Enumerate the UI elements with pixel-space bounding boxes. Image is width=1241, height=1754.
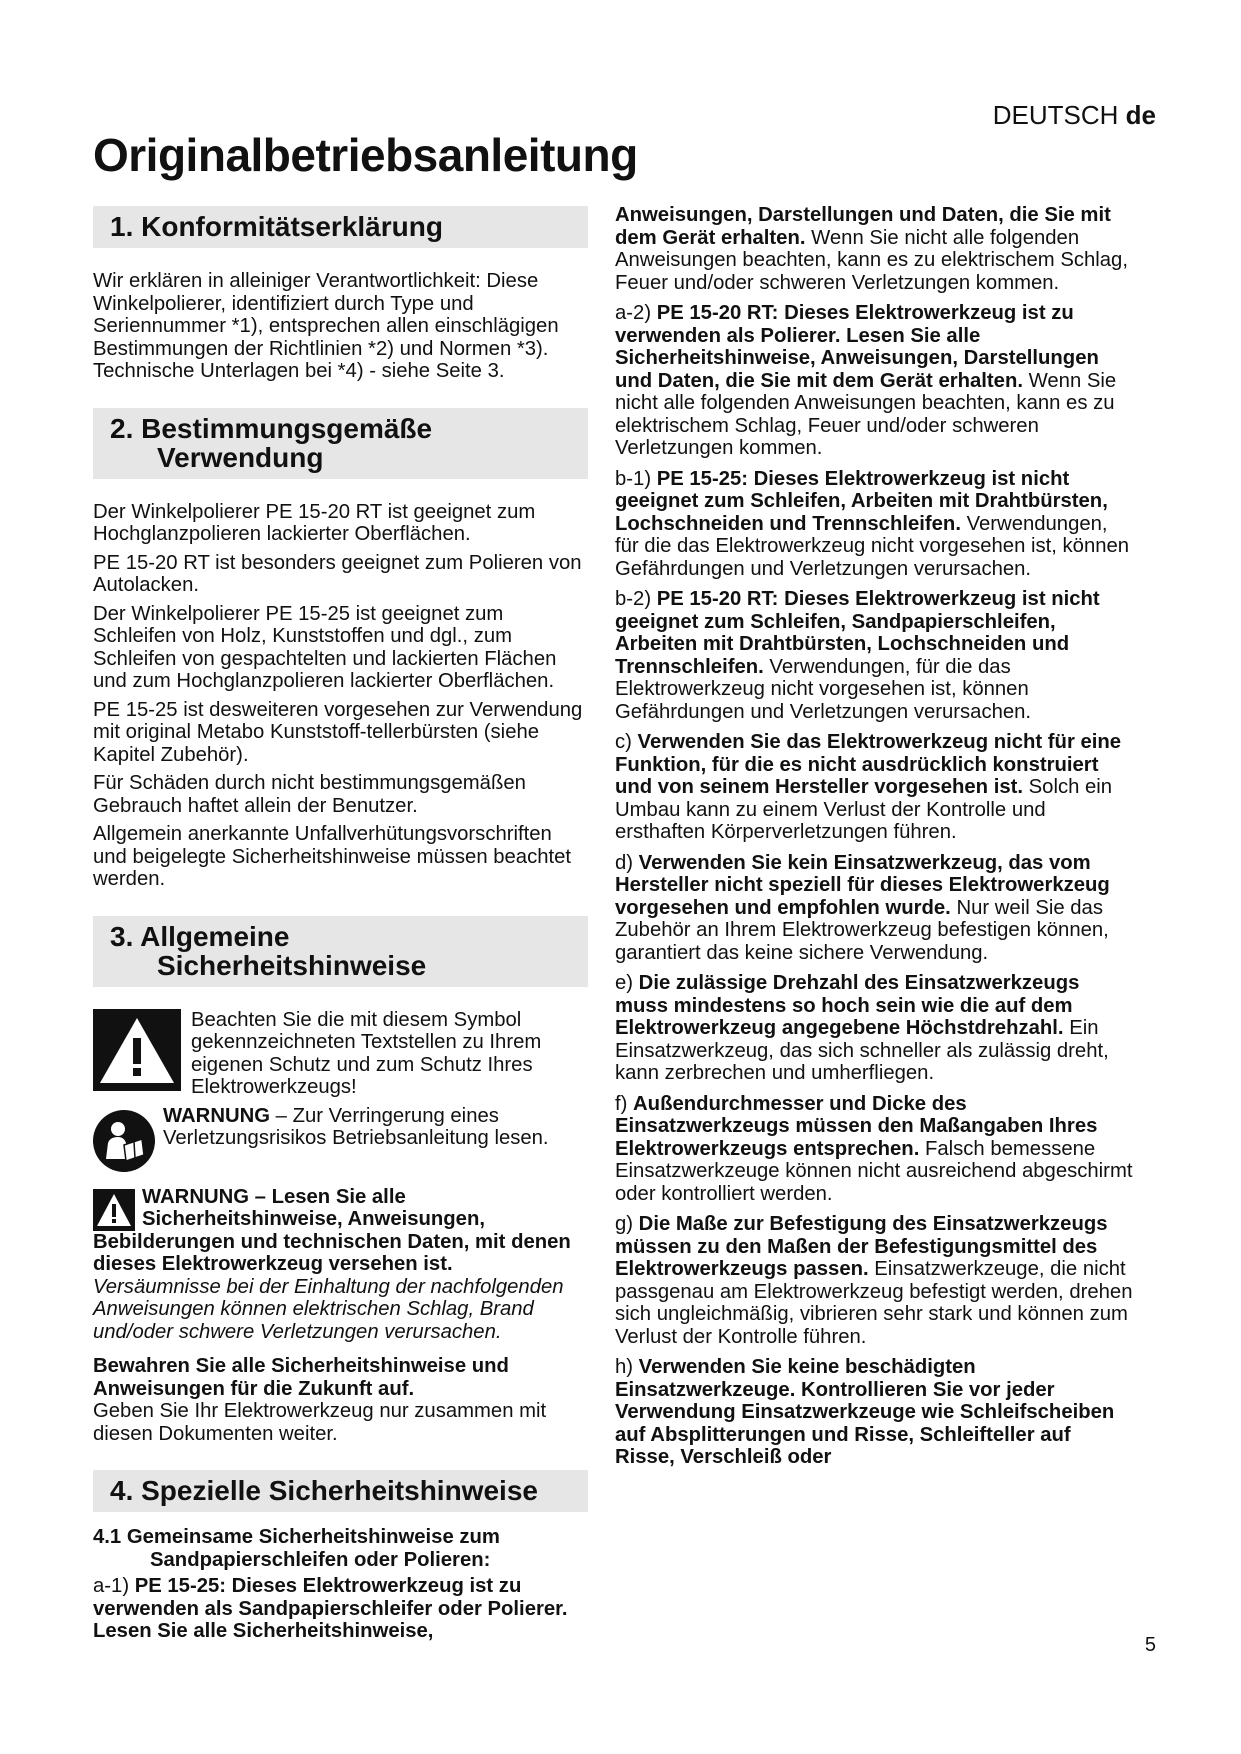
item-a1-label: a-1) <box>93 1575 135 1597</box>
section-2-heading-line1: 2. Bestimmungsgemäße <box>110 412 433 444</box>
right-column <box>615 204 1135 1477</box>
item-d-text: Nur weil Sie das Zubehör an Ihrem Elektrowerkzeug befestigen können, garantiert das keine sichere Verwendung. <box>615 896 1109 964</box>
subsection-4-1-line1: 4.1 Gemeinsame Sicherheitshinweise zum <box>93 1526 500 1548</box>
subsection-4-1-heading <box>93 1526 588 1571</box>
item-c-label: c) <box>615 731 638 753</box>
item-c-text: Solch ein Umbau kann zu einem Verlust der Kontrolle und ersthaften Körperverletzungen führen. <box>615 776 1113 843</box>
warning-triangle-icon <box>93 1009 181 1091</box>
read-manual-text: – Zur Verringerung eines Verletzungsrisikos Betriebsanleitung lesen. <box>163 1104 549 1149</box>
item-a2-text: Wenn Sie nicht alle folgenden Anweisungen beachten, kann es zu elektrischem Schlag, Feuer und/oder schweren Verletzungen kommen. <box>615 369 1117 459</box>
item-a2 <box>615 302 1135 460</box>
section-2-heading <box>93 408 588 479</box>
item-d-label: d) <box>615 851 639 874</box>
item-a2-bold: PE 15-20 RT: Dieses Elektrowerkzeug ist zu verwenden als Polierer. Lesen Sie alle Sicherheitshinweise, Anweisungen, Darstellungen und Daten, die Sie mit dem Gerät erhalten. <box>615 302 1099 392</box>
general-warning-italic: Versäumnisse bei der Einhaltung der nachfolgenden Anweisungen können elektrischen Schlag, Brand und/oder schwere Verletzungen verursachen. <box>93 1275 564 1343</box>
item-b2-label: b-2) <box>615 588 657 610</box>
item-g <box>615 1213 1135 1348</box>
section-2-paragraph-1: Der Winkelpolierer PE 15-20 RT ist geeignet zum Hochglanzpolieren lackierter Oberflächen. <box>93 500 536 545</box>
item-f-bold: Außendurchmesser und Dicke des Einsatzwerkzeugs müssen den Maßangaben Ihres Elektrowerkzeugs entsprechen. <box>615 1092 1098 1160</box>
item-e-text: Ein Einsatzwerkzeug, das sich schneller als zulässig dreht, kann zerbrechen und umherfliegen. <box>615 1017 1109 1084</box>
item-b2 <box>615 588 1135 723</box>
page-title: Originalbetriebsanleitung <box>93 129 638 181</box>
section-3-heading-line2: Sicherheitshinweise <box>157 949 427 981</box>
small-warning-triangle-icon <box>93 1189 135 1231</box>
item-a1-continued <box>615 204 1135 294</box>
section-2-paragraph-3: Der Winkelpolierer PE 15-25 ist geeignet zum Schleifen von Holz, Kunststoffen und dgl., zum Schleifen von gespachtelten und lackierten Flächen und zum Hochglanzpolieren lackierter Oberflächen. <box>93 602 557 692</box>
item-b1-text: Verwendungen, für die das Elektrowerkzeug nicht vorgesehen ist, können Gefährdungen und Verletzungen verursachen. <box>615 512 1130 580</box>
item-a1-bold: PE 15-25: Dieses Elektrowerkzeug ist zu verwenden als Sandpapierschleifer oder Polierer. Lesen Sie alle Sicherheitshinweise, <box>93 1575 568 1642</box>
item-h-label: h) <box>615 1356 639 1378</box>
general-warning-block <box>93 1186 588 1344</box>
item-b1-label: b-1) <box>615 467 657 490</box>
item-e-bold: Die zulässige Drehzahl des Einsatzwerkzeugs muss mindestens so hoch sein wie die auf dem Elektrowerkzeug angegebene Höchstdrehzahl. <box>615 972 1080 1039</box>
item-f-label: f) <box>615 1092 634 1115</box>
item-d-bold: Verwenden Sie kein Einsatzwerkzeug, das vom Hersteller nicht speziell für dieses Elektrowerkzeug vorgesehen und empfohlen wurde. <box>615 851 1110 919</box>
left-column <box>93 206 588 1649</box>
general-warning-bold: WARNUNG – Lesen Sie alle Sicherheitshinweise, Anweisungen, Bebilderungen und technischen Daten, mit denen dieses Elektrowerkzeug versehen ist. <box>93 1185 571 1275</box>
item-e <box>615 972 1135 1085</box>
section-2-paragraph-5: Für Schäden durch nicht bestimmungsgemäßen Gebrauch haftet allein der Benutzer. <box>93 772 526 817</box>
section-1-text: Wir erklären in alleiniger Verantwortlichkeit: Diese Winkelpolierer, identifiziert durch Type und Seriennummer *1), entsprechen allen einschlägigen Bestimmungen der Richtlinien *2) und Normen *3). Technische Unterlagen bei *4) - siehe Seite 3. <box>93 270 559 382</box>
section-4-heading: 4. Spezielle Sicherheitshinweise <box>93 1470 588 1512</box>
section-3-heading-line1: 3. Allgemeine <box>110 920 290 952</box>
read-manual-icon <box>93 1110 155 1172</box>
item-a1 <box>93 1575 588 1643</box>
item-b2-text: Verwendungen, für die das Elektrowerkzeug nicht vorgesehen ist, können Gefährdungen und Verletzungen verursachen. <box>615 655 1032 723</box>
item-b2-bold: PE 15-20 RT: Dieses Elektrowerkzeug ist nicht geeignet zum Schleifen, Sandpapierschleifen, Arbeiten mit Drahtbürsten, Lochschneiden und Trennschleifen. <box>615 588 1100 678</box>
keep-instructions-text: Geben Sie Ihr Elektrowerkzeug nur zusammen mit diesen Dokumenten weiter. <box>93 1400 547 1445</box>
language-code: de <box>1125 100 1156 130</box>
warning-symbol-note <box>93 1009 588 1099</box>
item-f <box>615 1093 1135 1206</box>
item-b1-bold: PE 15-25: Dieses Elektrowerkzeug ist nicht geeignet zum Schleifen, Arbeiten mit Drahtbürsten, Lochschneiden und Trennschleifen. <box>615 467 1108 535</box>
section-3-heading <box>93 916 588 987</box>
warning-symbol-text: Beachten Sie die mit diesem Symbol gekennzeichneten Textstellen zu Ihrem eigenen Schutz und zum Schutz Ihres Elektrowerkzeugs! <box>191 1008 542 1098</box>
section-2-paragraph-2: PE 15-20 RT ist besonders geeignet zum Polieren von Autolacken. <box>93 551 582 596</box>
item-b1 <box>615 468 1135 581</box>
item-g-bold: Die Maße zur Befestigung des Einsatzwerkzeugs müssen zu den Maßen der Befestigungsmittel des Elektrowerkzeugs passen. <box>615 1213 1108 1280</box>
item-e-label: e) <box>615 972 639 994</box>
page-number: 5 <box>1144 1634 1156 1656</box>
section-2-paragraph-6: Allgemein anerkannte Unfallverhütungsvorschriften und beigelegte Sicherheitshinweise müssen beachtet werden. <box>93 823 572 890</box>
item-g-text: Einsatzwerkzeuge, die nicht passgenau am Elektrowerkzeug befestigt werden, drehen sich ungleichmäßig, vibrieren sehr stark und können zum Verlust der Kontrolle führen. <box>615 1258 1133 1348</box>
section-2-paragraph-4: PE 15-25 ist desweiteren vorgesehen zur Verwendung mit original Metabo Kunststoff-tellerbürsten (siehe Kapitel Zubehör). <box>93 698 583 766</box>
item-f-text: Falsch bemessene Einsatzwerkzeuge können nicht ausreichend abgeschirmt oder kontrolliert werden. <box>615 1137 1133 1205</box>
item-d <box>615 852 1135 965</box>
item-g-label: g) <box>615 1213 639 1235</box>
section-2-heading-line2: Verwendung <box>157 441 324 473</box>
read-manual-warning-label: WARNUNG <box>163 1104 271 1127</box>
keep-instructions-bold: Bewahren Sie alle Sicherheitshinweise und Anweisungen für die Zukunft auf. <box>93 1355 509 1400</box>
read-manual-note <box>93 1105 588 1172</box>
item-c <box>615 731 1135 844</box>
language-name: DEUTSCH <box>992 100 1119 130</box>
item-a2-label: a-2) <box>615 302 657 324</box>
subsection-4-1-line2: Sandpapierschleifen oder Polieren: <box>150 1548 491 1571</box>
item-h <box>615 1356 1135 1469</box>
item-h-bold: Verwenden Sie keine beschädigten Einsatzwerkzeuge. Kontrollieren Sie vor jeder Verwendung Einsatzwerkzeuge wie Schleifscheiben auf Absplitterungen und Risse, Schleifteller auf Risse, Verschleiß oder <box>615 1356 1115 1468</box>
item-a1-continued-bold: Anweisungen, Darstellungen und Daten, die Sie mit dem Gerät erhalten. <box>615 204 1111 249</box>
language-label <box>993 100 1156 131</box>
item-c-bold: Verwenden Sie das Elektrowerkzeug nicht für eine Funktion, für die es nicht ausdrücklich konstruiert und von seinem Hersteller vorgesehen ist. <box>615 731 1122 798</box>
section-1-heading: 1. Konformitätserklärung <box>93 206 588 248</box>
item-a1-continued-text: Wenn Sie nicht alle folgenden Anweisungen beachten, kann es zu elektrischem Schlag, Feuer und/oder schweren Verletzungen kommen. <box>615 226 1128 294</box>
